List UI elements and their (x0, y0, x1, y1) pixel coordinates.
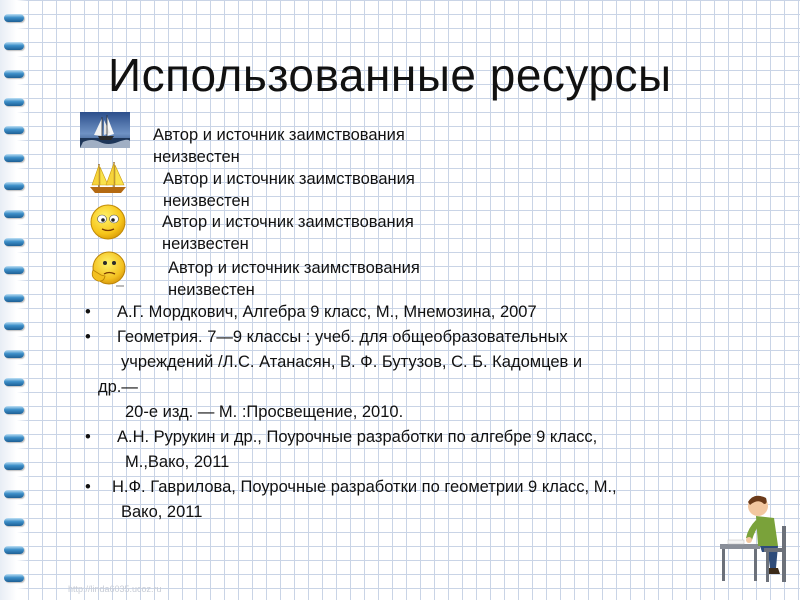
binder-ring (4, 126, 24, 134)
binder-ring (4, 70, 24, 78)
resource-credit-line: неизвестен (163, 192, 250, 210)
reference-line: А.Н. Рурукин и др., Поурочные разработки по алгебре 9 класс, (117, 428, 598, 446)
resource-credit-line: Автор и источник заимствования (163, 170, 415, 188)
footer-url: http://linda6035.ucoz.ru (68, 584, 162, 594)
reference-line: А.Г. Мордкович, Алгебра 9 класс, М., Мнемозина, 2007 (117, 303, 537, 321)
references-list (85, 300, 725, 525)
binder-ring (4, 434, 24, 442)
resource-credit (162, 211, 492, 255)
sailing-ship-photo-icon (80, 112, 130, 148)
binder-ring (4, 154, 24, 162)
binder-ring (4, 238, 24, 246)
binder-ring (4, 42, 24, 50)
resource-credit-line: неизвестен (168, 281, 255, 299)
list-bullet: • (85, 328, 91, 346)
binder-ring (4, 546, 24, 554)
binder-ring (4, 490, 24, 498)
reference-line: 20-е изд. — М. :Просвещение, 2010. (125, 403, 404, 421)
list-item (85, 325, 725, 425)
reference-line: М.,Вако, 2011 (125, 453, 230, 471)
resource-credit-line: неизвестен (162, 235, 249, 253)
reference-line: др.— (98, 378, 138, 396)
reference-line: Вако, 2011 (121, 503, 203, 521)
smiley-face-icon (88, 202, 128, 242)
reference-line: Геометрия. 7—9 классы : учеб. для общеобразовательных (117, 328, 568, 346)
resource-credit-line: Автор и источник заимствования (162, 213, 414, 231)
binder-ring (4, 406, 24, 414)
page-title: Использованные ресурсы (108, 49, 672, 101)
binder-ring (4, 210, 24, 218)
thinking-smiley-icon (84, 248, 130, 290)
binder-ring (4, 518, 24, 526)
resource-credit-line: неизвестен (153, 148, 240, 166)
list-item (85, 300, 725, 325)
binder-ring (4, 266, 24, 274)
resource-credit (163, 168, 493, 212)
reference-line: учреждений /Л.С. Атанасян, В. Ф. Бутузов, С. Б. Кадомцев и (121, 353, 583, 371)
binder-ring (4, 322, 24, 330)
resource-credit (153, 124, 483, 168)
sailboat-clipart-icon (86, 160, 130, 196)
binder-ring (4, 294, 24, 302)
list-item (85, 425, 725, 475)
list-bullet: • (85, 428, 91, 446)
list-item (85, 475, 725, 525)
student-at-desk-illustration (718, 488, 790, 584)
binder-ring (4, 462, 24, 470)
reference-line: Н.Ф. Гаврилова, Поурочные разработки по геометрии 9 класс, М., (112, 478, 617, 496)
binder-ring (4, 182, 24, 190)
notebook-binder (0, 0, 28, 600)
resource-credit (168, 257, 498, 301)
list-bullet: • (85, 303, 91, 321)
binder-ring (4, 378, 24, 386)
binder-ring (4, 14, 24, 22)
resource-credit-line: Автор и источник заимствования (168, 259, 420, 277)
list-bullet: • (85, 478, 91, 496)
binder-ring (4, 350, 24, 358)
binder-ring (4, 574, 24, 582)
binder-ring (4, 98, 24, 106)
resource-credit-line: Автор и источник заимствования (153, 126, 405, 144)
